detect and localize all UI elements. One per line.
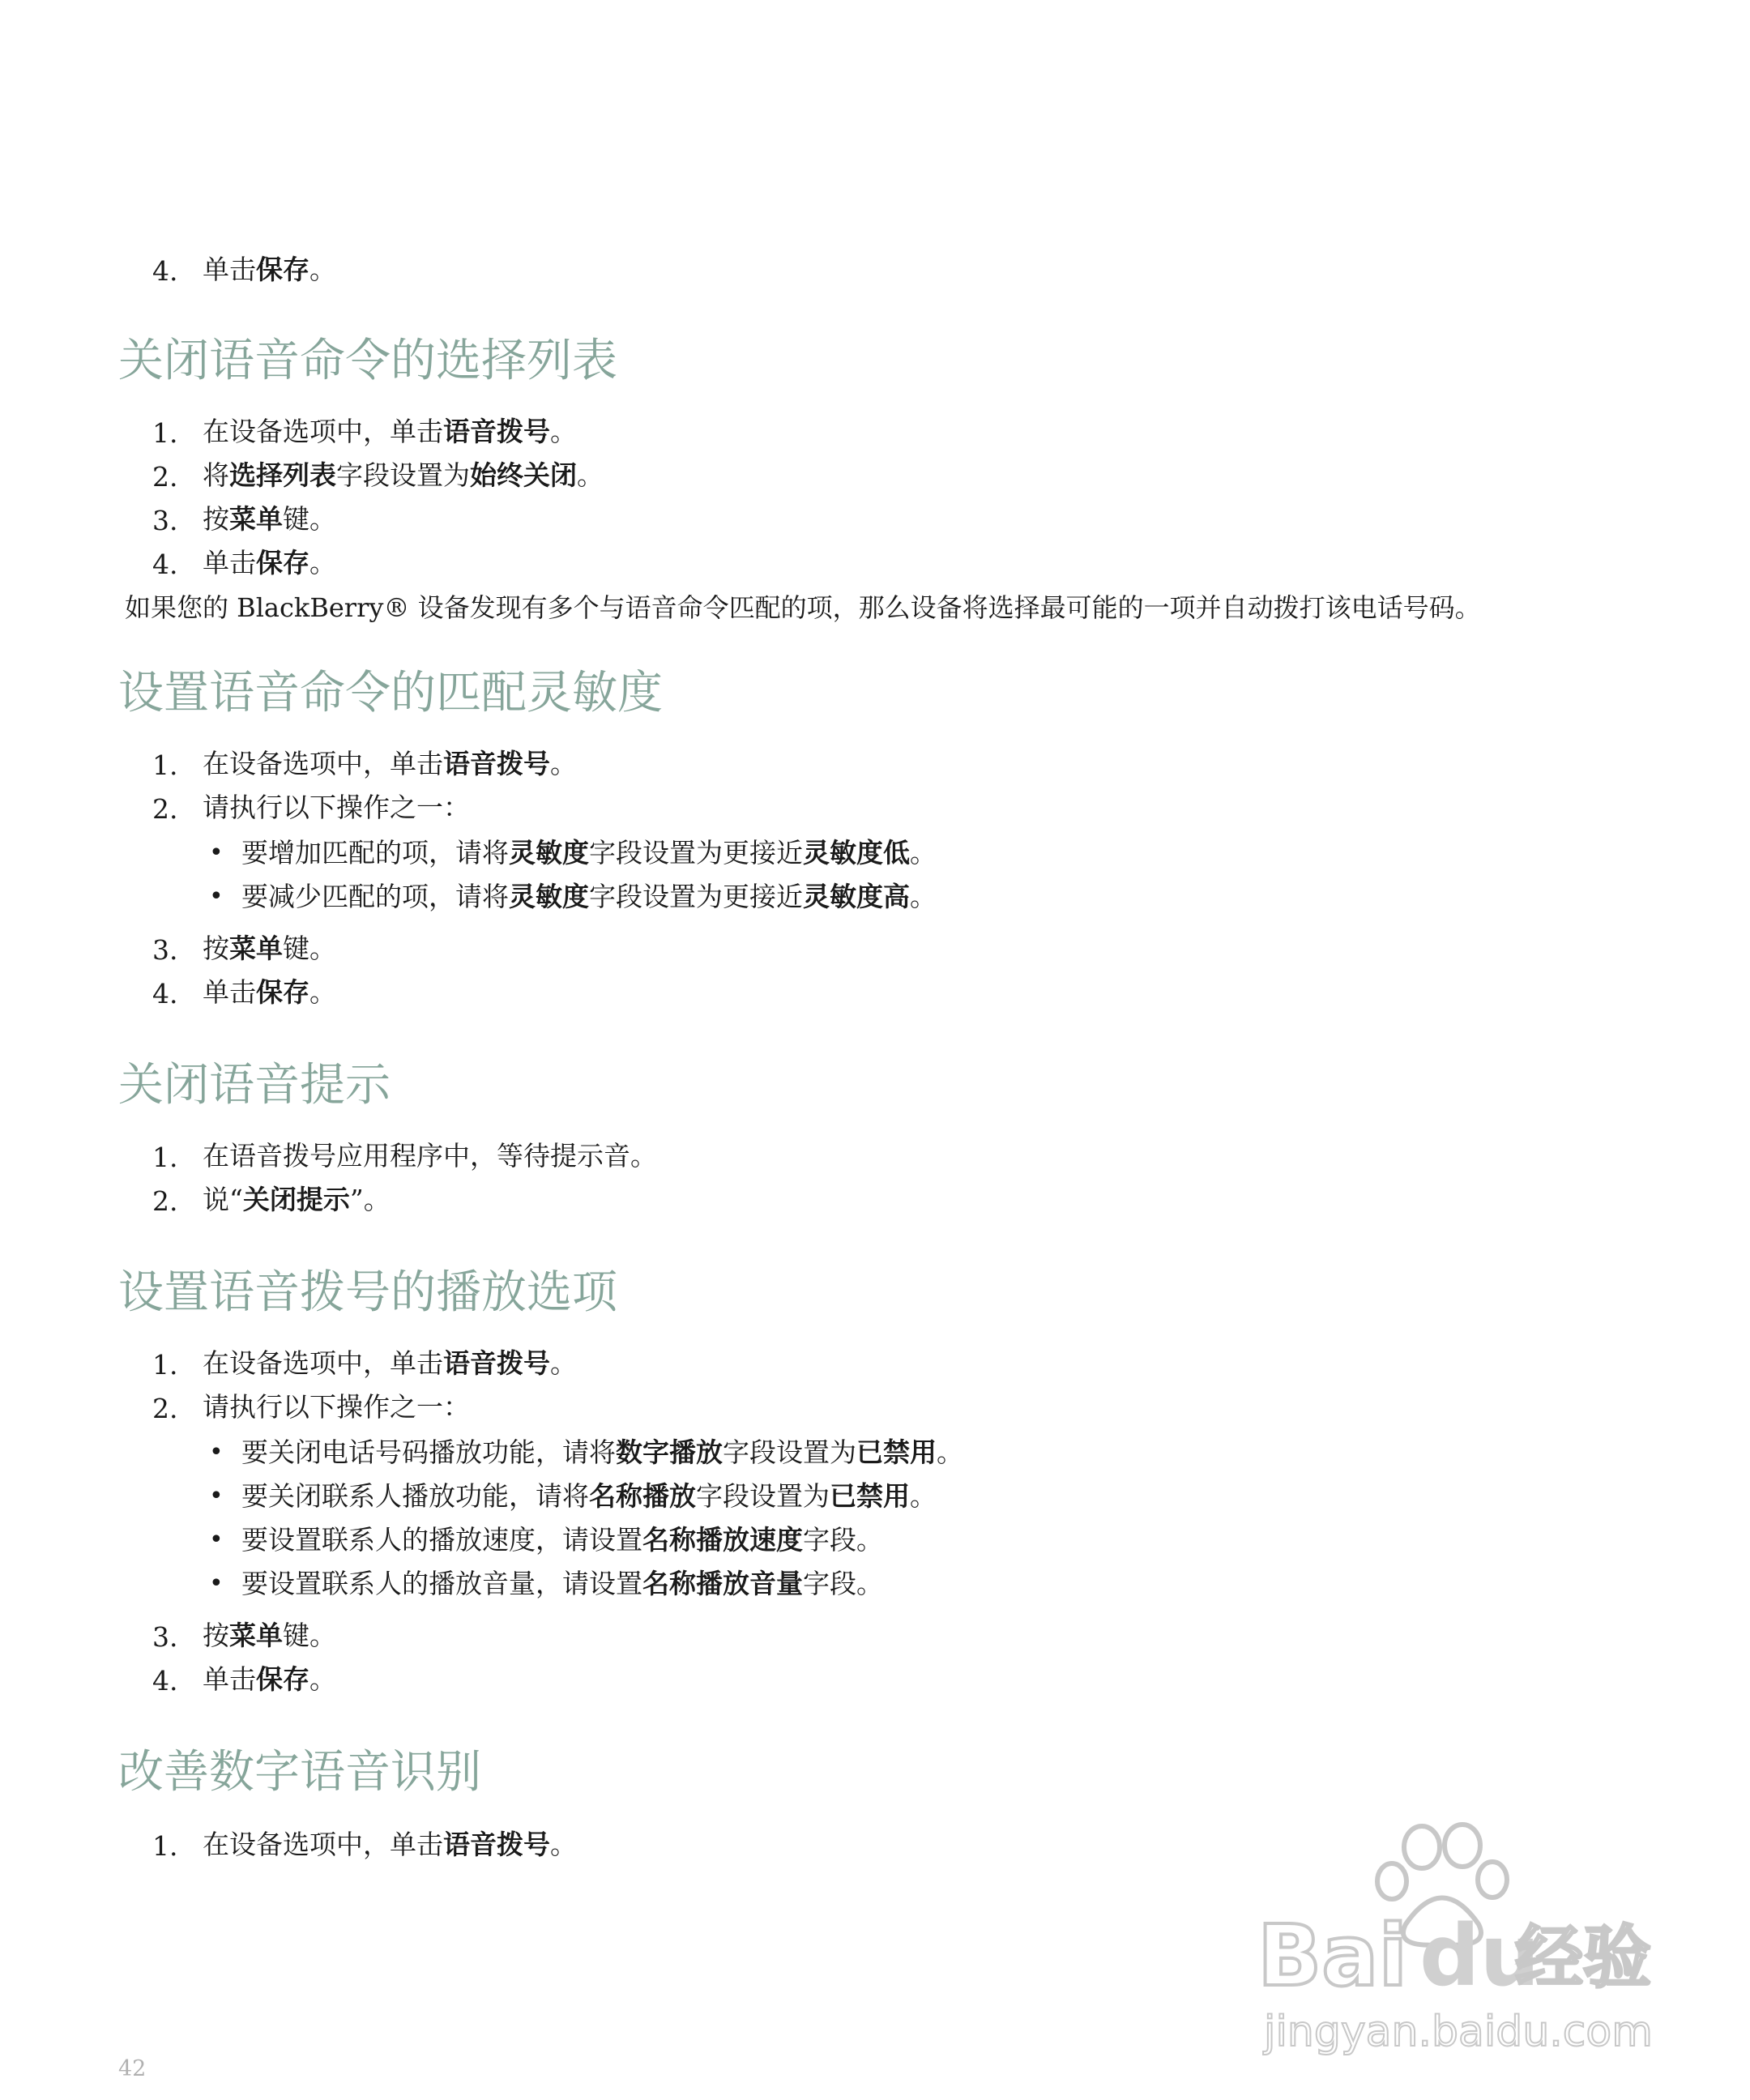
section-heading: 关闭语音提示 — [118, 1059, 391, 1112]
section-heading: 改善数字语音识别 — [118, 1746, 481, 1799]
step-number: 1. — [152, 1349, 178, 1381]
step-text: 在设备选项中，单击语音拨号。 — [203, 748, 577, 779]
step-number: 1. — [152, 749, 178, 781]
step-number: 1. — [152, 1830, 178, 1862]
section-heading: 设置语音拨号的播放选项 — [118, 1266, 617, 1319]
step-number: 4. — [152, 1665, 178, 1697]
step-text: 单击保存。 — [203, 976, 336, 1008]
paw-icon — [1248, 1815, 1669, 2058]
step-text: 说“关闭提示”。 — [203, 1184, 391, 1215]
bullet-text: 要减少匹配的项，请将灵敏度字段设置为更接近灵敏度高。 — [241, 881, 937, 912]
step-number: 4. — [152, 255, 178, 287]
step-text: 单击保存。 — [203, 1663, 336, 1695]
step-text: 在设备选项中，单击语音拨号。 — [203, 416, 577, 447]
step-number: 3. — [152, 934, 178, 966]
bullet-icon: • — [209, 839, 224, 867]
watermark-brand-du: du — [1419, 1906, 1540, 2005]
step-text: 将选择列表字段设置为始终关闭。 — [203, 459, 604, 491]
bullet-text: 要关闭联系人播放功能，请将名称播放字段设置为已禁用。 — [241, 1480, 937, 1512]
step-text: 在语音拨号应用程序中，等待提示音。 — [203, 1140, 657, 1172]
step-text: 在设备选项中，单击语音拨号。 — [203, 1347, 577, 1379]
bullet-icon: • — [209, 1569, 224, 1598]
step-text: 按菜单键。 — [203, 933, 336, 964]
page-number: 42 — [118, 2056, 147, 2081]
section-heading: 关闭语音命令的选择列表 — [118, 335, 617, 387]
step-text: 请执行以下操作之一： — [203, 792, 470, 823]
watermark-brand: Bai — [1257, 1906, 1408, 2005]
step-number: 2. — [152, 461, 178, 493]
bullet-text: 要增加匹配的项，请将灵敏度字段设置为更接近灵敏度低。 — [241, 837, 937, 869]
bullet-text: 要设置联系人的播放速度，请设置名称播放速度字段。 — [241, 1524, 883, 1556]
step-number: 2. — [152, 793, 178, 825]
step-number: 2. — [152, 1393, 178, 1424]
watermark-cn: 经验 — [1515, 1918, 1652, 1997]
note-text: 如果您的 BlackBerry® 设备发现有多个与语音命令匹配的项，那么设备将选择最可能的一项并自动拨打该电话号码。 — [125, 592, 1481, 623]
step-number: 1. — [152, 1142, 178, 1173]
step-text: 请执行以下操作之一： — [203, 1391, 470, 1423]
step-text: 在设备选项中，单击语音拨号。 — [203, 1829, 577, 1860]
bullet-icon: • — [209, 1526, 224, 1554]
step-number: 2. — [152, 1185, 178, 1217]
step-number: 1. — [152, 417, 178, 449]
step-text: 按菜单键。 — [203, 1620, 336, 1651]
step-number: 4. — [152, 548, 178, 580]
step-text: 单击保存。 — [203, 547, 336, 578]
watermark-url: jingyan.baidu.com — [1264, 2008, 1653, 2056]
section-heading: 设置语音命令的匹配灵敏度 — [118, 667, 663, 719]
bullet-text: 要设置联系人的播放音量，请设置名称播放音量字段。 — [241, 1568, 883, 1599]
step-text: 按菜单键。 — [203, 503, 336, 535]
step-number: 3. — [152, 505, 178, 536]
bullet-icon: • — [209, 1482, 224, 1510]
step-text: 单击保存。 — [203, 254, 336, 285]
step-number: 3. — [152, 1621, 178, 1653]
bullet-icon: • — [209, 882, 224, 911]
bullet-text: 要关闭电话号码播放功能，请将数字播放字段设置为已禁用。 — [241, 1436, 963, 1468]
step-number: 4. — [152, 978, 178, 1009]
bullet-icon: • — [209, 1438, 224, 1466]
baidu-watermark — [1248, 1815, 1669, 2058]
